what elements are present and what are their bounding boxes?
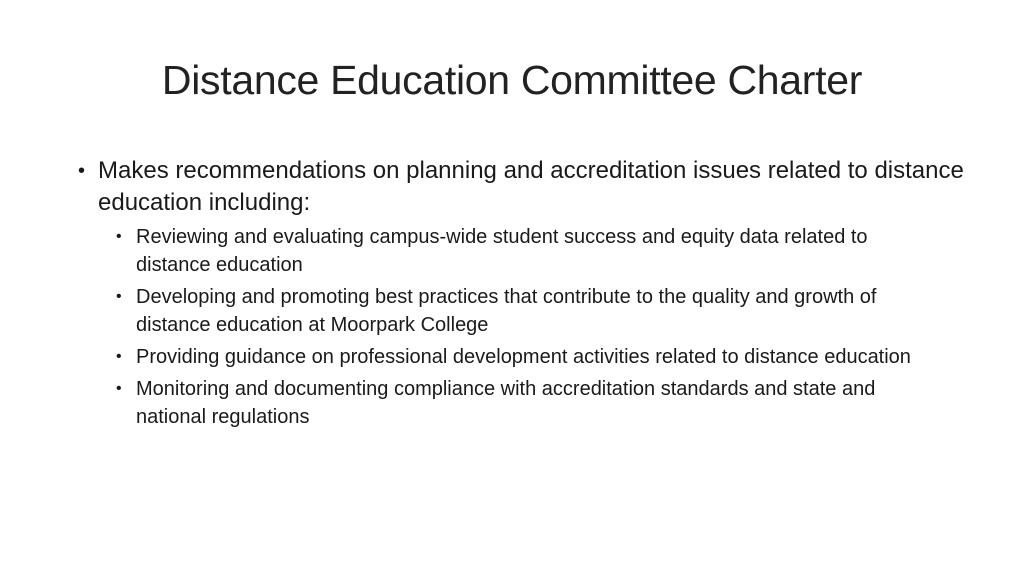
sub-bullet-text: Providing guidance on professional development activities related to distance education xyxy=(136,346,911,368)
slide-title: Distance Education Committee Charter xyxy=(161,57,863,103)
sub-bullet-item xyxy=(76,223,946,279)
bullet-icon: • xyxy=(116,348,122,365)
sub-bullet-item xyxy=(76,343,946,371)
sub-bullet-text: Reviewing and evaluating campus-wide student success and equity data related to distance education xyxy=(136,226,868,276)
bullet-item xyxy=(76,155,966,219)
bullet-icon: • xyxy=(116,288,122,305)
bullet-text: Makes recommendations on planning and accreditation issues related to distance education including: xyxy=(98,157,964,216)
bullet-icon: • xyxy=(78,160,86,182)
sub-bullet-list xyxy=(76,223,966,431)
bullet-icon: • xyxy=(116,380,122,397)
slide-body xyxy=(76,155,966,435)
sub-bullet-item xyxy=(76,375,946,431)
sub-bullet-text: Developing and promoting best practices that contribute to the quality and growth of distance education at Moorpark College xyxy=(136,286,877,336)
sub-bullet-item xyxy=(76,283,946,339)
bullet-icon: • xyxy=(116,228,122,245)
sub-bullet-text: Monitoring and documenting compliance with accreditation standards and state and national regulations xyxy=(136,378,876,428)
